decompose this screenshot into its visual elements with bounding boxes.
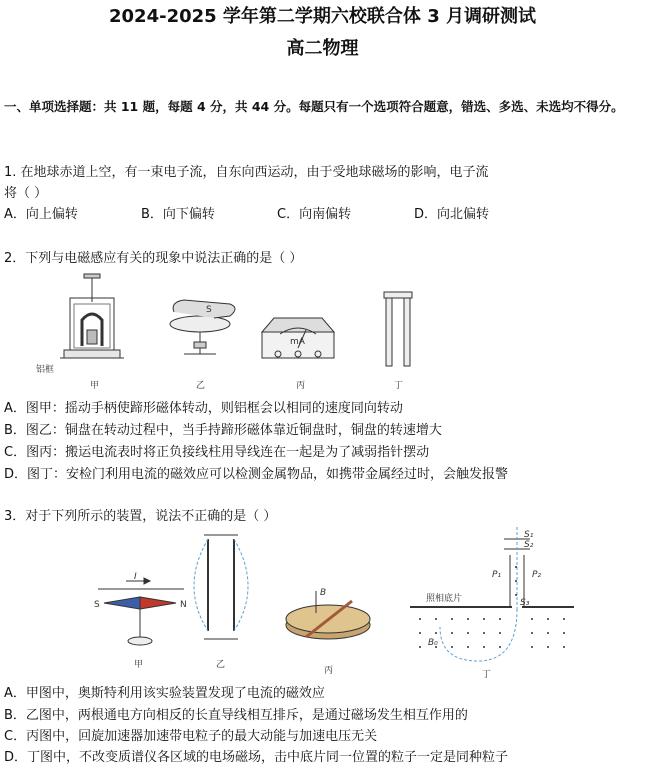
q3-option-c[interactable]: C．丙图中，回旋加速器加速带电粒子的最大动能与加速电压无关 bbox=[4, 729, 378, 744]
q2-figure bbox=[34, 268, 434, 392]
q1-stem-line2: 将（ ） bbox=[4, 186, 48, 201]
q3-label-p2: P₂ bbox=[532, 570, 542, 580]
q3-label-jia: 甲 bbox=[134, 660, 144, 670]
q1-option-a[interactable]: A．向上偏转 bbox=[4, 207, 78, 222]
q3-figure-jia bbox=[98, 578, 184, 645]
q3-label-p1: P₁ bbox=[492, 570, 502, 580]
q3-label-s: S bbox=[94, 600, 100, 610]
q3-label-b: B bbox=[320, 588, 327, 598]
q1-options bbox=[4, 203, 634, 221]
q2-option-a[interactable]: A．图甲：摇动手柄使蹄形磁体转动，则铝框会以相同的速度同向转动 bbox=[4, 401, 403, 416]
exam-title: 2024-2025 学年第二学期六校联合体 3 月调研测试 bbox=[109, 6, 536, 27]
q2-label-jia: 甲 bbox=[90, 381, 100, 391]
q3-label-b0: B₀ bbox=[428, 638, 438, 648]
q2-option-d[interactable]: D．图丁：安检门利用电流的磁效应可以检测金属物品，如携带金属经过时，会触发报警 bbox=[4, 467, 509, 482]
q3-figure-bing bbox=[286, 591, 370, 639]
q2-option-b[interactable]: B．图乙：铜盘在转动过程中，当手持蹄形磁体靠近铜盘时，铜盘的转速增大 bbox=[4, 423, 442, 438]
q2-figure-ding bbox=[384, 292, 412, 366]
q1-option-c[interactable]: C．向南偏转 bbox=[277, 207, 352, 222]
q1-stem-line1: 1. 在地球赤道上空，有一束电子流，自东向西运动，由于受地球磁场的影响，电子流 bbox=[4, 165, 489, 180]
q2-figure-jia bbox=[60, 274, 124, 358]
q3-label-s1: S₁ bbox=[524, 530, 534, 540]
q3-option-d[interactable]: D．丁图中，不改变质谱仪各区域的电场磁场，击中底片同一位置的粒子一定是同种粒子 bbox=[4, 750, 509, 765]
q2-stem: 2．下列与电磁感应有关的现象中说法正确的是（ ） bbox=[4, 251, 303, 266]
q3-label-s3: S₃ bbox=[520, 598, 530, 608]
q2-label-meter: mA bbox=[290, 337, 305, 347]
q2-label-yi: 乙 bbox=[196, 381, 206, 391]
q3-figure-yi bbox=[194, 535, 248, 639]
q3-label-i: I bbox=[134, 572, 137, 582]
q1-option-d[interactable]: D．向北偏转 bbox=[414, 207, 490, 222]
section-heading: 一、单项选择题：共 11 题，每题 4 分，共 44 分。每题只有一个选项符合题意，错选、多选、未选均不得分。 bbox=[4, 99, 624, 114]
q2-figure-yi bbox=[170, 300, 235, 354]
q2-label-ding: 丁 bbox=[394, 381, 404, 391]
q3-label-yi: 乙 bbox=[216, 660, 226, 670]
q3-figure bbox=[80, 527, 580, 680]
q3-label-ding: 丁 bbox=[482, 670, 492, 680]
q3-label-bing: 丙 bbox=[324, 666, 334, 676]
q3-label-s2: S₂ bbox=[524, 540, 534, 550]
q3-stem: 3．对于下列所示的装置，说法不正确的是（ ） bbox=[4, 509, 277, 524]
q3-option-a[interactable]: A．甲图中，奥斯特利用该实验装置发现了电流的磁效应 bbox=[4, 686, 325, 701]
q2-option-c[interactable]: C．图丙：搬运电流表时将正负接线柱用导线连在一起是为了减弱指针摆动 bbox=[4, 445, 430, 460]
q2-label-bing: 丙 bbox=[296, 381, 306, 391]
exam-subtitle: 高二物理 bbox=[286, 38, 359, 59]
q3-label-film: 照相底片 bbox=[426, 594, 463, 604]
q2-label-frame: 铝框 bbox=[36, 365, 55, 375]
q2-label-s: S bbox=[206, 305, 212, 315]
q3-option-b[interactable]: B．乙图中，两根通电方向相反的长直导线相互排斥，是通过磁场发生相互作用的 bbox=[4, 708, 468, 723]
q3-label-n: N bbox=[180, 600, 187, 610]
q1-option-b[interactable]: B．向下偏转 bbox=[141, 207, 215, 222]
